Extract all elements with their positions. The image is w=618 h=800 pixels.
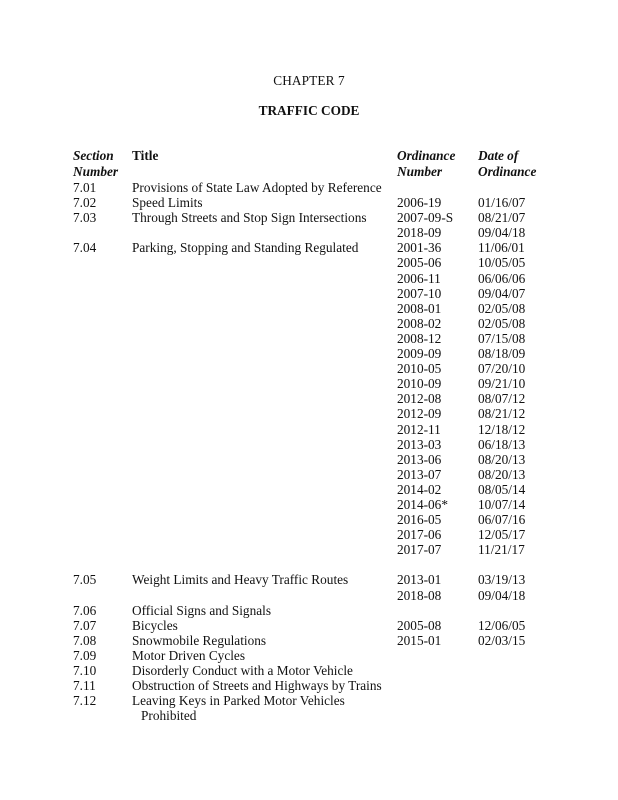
- table-row: [0, 633, 618, 648]
- ordinance-number: 2016-05: [397, 512, 442, 528]
- table-row: [0, 286, 618, 301]
- ordinance-date: 11/21/17: [478, 542, 525, 558]
- ordinance-number: 2007-10: [397, 285, 442, 301]
- section-number: 7.02: [73, 195, 97, 211]
- section-number: 7.07: [73, 617, 97, 633]
- ordinance-date: 09/21/10: [478, 376, 526, 392]
- ordinance-number: 2015-01: [397, 632, 442, 648]
- ordinance-date: 10/05/05: [478, 255, 526, 271]
- ordinance-number: 2009-09: [397, 346, 442, 362]
- section-title: Snowmobile Regulations: [132, 632, 267, 648]
- ordinance-number: 2017-06: [397, 527, 442, 543]
- section-title: Through Streets and Stop Sign Intersections: [132, 210, 367, 226]
- section-title: Motor Driven Cycles: [132, 647, 246, 663]
- table-row: [0, 708, 618, 723]
- ordinance-number: 2013-01: [397, 572, 442, 588]
- section-number: 7.12: [73, 693, 97, 709]
- section-title: Disorderly Conduct with a Motor Vehicle: [132, 663, 353, 678]
- ordinance-date: 08/05/14: [478, 481, 526, 497]
- ordinance-date: 08/21/07: [478, 210, 526, 226]
- ordinance-number: 2017-07: [397, 542, 442, 558]
- table-row: [0, 452, 618, 467]
- ordinance-number: 2014-02: [397, 481, 442, 497]
- section-title: Parking, Stopping and Standing Regulated: [132, 240, 359, 256]
- table-row: [0, 391, 618, 406]
- table-header-row-1: [0, 148, 618, 164]
- section-number: 7.10: [73, 663, 97, 678]
- ordinance-number: 2001-36: [397, 240, 442, 256]
- table-row: [0, 225, 618, 240]
- header-section: Section: [73, 148, 114, 163]
- chapter-heading: CHAPTER 7: [273, 73, 345, 88]
- section-title: Obstruction of Streets and Highways by Trains: [132, 678, 382, 694]
- ordinance-number: 2006-19: [397, 195, 442, 211]
- section-title: Speed Limits: [132, 195, 203, 211]
- ordinance-number: 2008-01: [397, 300, 442, 316]
- table-row: [0, 693, 618, 708]
- ordinance-date: 10/07/14: [478, 496, 526, 512]
- ordinance-date: 07/20/10: [478, 361, 526, 377]
- section-number: 7.01: [73, 180, 97, 195]
- table-row: [0, 482, 618, 497]
- header-section-number: Number: [73, 164, 119, 179]
- ordinance-number: 2012-09: [397, 406, 442, 422]
- ordinance-date: 11/06/01: [478, 240, 525, 256]
- table-row: [0, 497, 618, 512]
- ordinance-date: 08/20/13: [478, 451, 526, 467]
- table-row: [0, 271, 618, 286]
- ordinance-date: 01/16/07: [478, 195, 526, 211]
- table-row: [0, 437, 618, 452]
- ordinance-date: 12/18/12: [478, 421, 526, 437]
- table-row: [0, 361, 618, 376]
- header-title: Title: [132, 148, 159, 163]
- table-row: [0, 316, 618, 331]
- ordinance-number: 2018-09: [397, 225, 442, 241]
- sections-table: [0, 148, 618, 723]
- ordinance-date: 09/04/18: [478, 225, 526, 241]
- ordinance-date: 08/20/13: [478, 466, 526, 482]
- ordinance-date: 02/05/08: [478, 315, 526, 331]
- section-number: 7.11: [73, 678, 96, 694]
- ordinance-number: 2014-06*: [397, 496, 448, 512]
- ordinance-date: 06/18/13: [478, 436, 526, 452]
- ordinance-date: 08/07/12: [478, 391, 526, 407]
- table-row: [0, 542, 618, 557]
- ordinance-number: 2012-08: [397, 391, 442, 407]
- ordinance-number: 2013-06: [397, 451, 442, 467]
- ordinance-date: 06/06/06: [478, 270, 526, 286]
- table-row: [0, 376, 618, 391]
- ordinance-number: 2012-11: [397, 421, 441, 437]
- table-row: [0, 572, 618, 587]
- ordinance-number: 2013-03: [397, 436, 442, 452]
- table-row: [0, 678, 618, 693]
- header-ordinance-number: Number: [397, 164, 443, 179]
- table-row: [0, 588, 618, 603]
- section-title: Prohibited: [141, 708, 197, 724]
- section-number: 7.09: [73, 647, 97, 663]
- ordinance-date: 12/06/05: [478, 617, 526, 633]
- chapter-title: TRAFFIC CODE: [258, 103, 360, 118]
- ordinance-number: 2010-09: [397, 376, 442, 392]
- header-date-ordinance: Ordinance: [478, 164, 537, 179]
- table-row: [0, 240, 618, 255]
- table-row: [0, 346, 618, 361]
- ordinance-number: 2018-08: [397, 587, 442, 603]
- table-row: [0, 406, 618, 421]
- table-row: [0, 255, 618, 270]
- table-row: [0, 210, 618, 225]
- ordinance-date: 08/18/09: [478, 346, 526, 362]
- ordinance-number: 2013-07: [397, 466, 442, 482]
- table-header-row-2: [0, 164, 618, 180]
- ordinance-date: 12/05/17: [478, 527, 526, 543]
- ordinance-number: 2008-02: [397, 315, 442, 331]
- ordinance-date: 06/07/16: [478, 512, 526, 528]
- table-row: [0, 301, 618, 316]
- table-row: [0, 331, 618, 346]
- ordinance-date: 07/15/08: [478, 330, 526, 346]
- section-title: Bicycles: [132, 617, 178, 633]
- section-number: 7.04: [73, 240, 97, 256]
- ordinance-number: 2007-09-S: [397, 210, 454, 226]
- ordinance-date: 02/03/15: [478, 632, 526, 648]
- ordinance-date: 02/05/08: [478, 300, 526, 316]
- table-row: [0, 195, 618, 210]
- section-title: Provisions of State Law Adopted by Reference: [132, 180, 382, 195]
- table-spacer-row: [0, 557, 618, 572]
- header-date: Date of: [478, 148, 519, 163]
- section-title: Leaving Keys in Parked Motor Vehicles: [132, 693, 345, 709]
- ordinance-number: 2006-11: [397, 270, 441, 286]
- table-row: [0, 180, 618, 195]
- section-number: 7.03: [73, 210, 97, 226]
- ordinance-number: 2005-06: [397, 255, 442, 271]
- table-row: [0, 618, 618, 633]
- table-row: [0, 603, 618, 618]
- ordinance-date: 09/04/18: [478, 587, 526, 603]
- section-number: 7.05: [73, 572, 97, 588]
- ordinance-number: 2005-08: [397, 617, 442, 633]
- section-number: 7.06: [73, 602, 97, 618]
- ordinance-date: 09/04/07: [478, 285, 526, 301]
- ordinance-date: 08/21/12: [478, 406, 526, 422]
- section-number: 7.08: [73, 632, 97, 648]
- section-title: Official Signs and Signals: [132, 602, 271, 618]
- header-ordinance: Ordinance: [397, 148, 456, 163]
- table-row: [0, 512, 618, 527]
- table-row: [0, 648, 618, 663]
- table-row: [0, 467, 618, 482]
- table-row: [0, 663, 618, 678]
- table-row: [0, 527, 618, 542]
- table-row: [0, 422, 618, 437]
- ordinance-number: 2010-05: [397, 361, 442, 377]
- table-body: [0, 180, 618, 723]
- section-title: Weight Limits and Heavy Traffic Routes: [132, 572, 349, 588]
- ordinance-number: 2008-12: [397, 330, 442, 346]
- ordinance-date: 03/19/13: [478, 572, 526, 588]
